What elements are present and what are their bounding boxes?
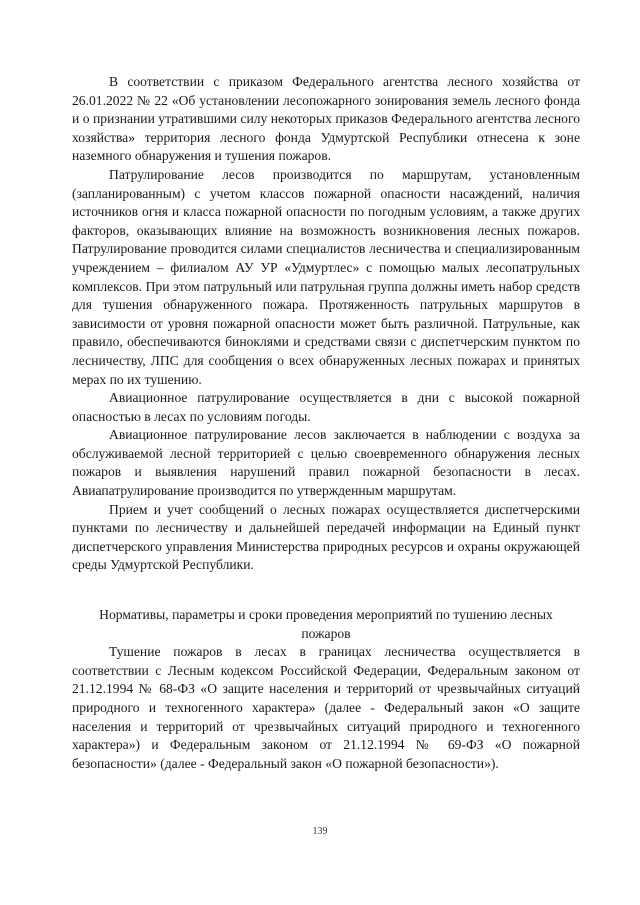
page-number: 139 — [312, 826, 328, 837]
paragraph-patrolling: Патрулирование лесов производится по маршрутам, установленным (запланированным) с учетом классов пожарной опасности насаждений, наличия источников огня и класса пожарной опасности по погодным условиям, а также других факторов, оказывающих влияние на возможность возникновения лесных пожаров. Патрулирование проводится силами специалистов лесничества и специализированным учреждением – филиалом АУ УР «Удмуртлес» с помощью малых лесопатрульных комплексов. При этом патрульный или патрульная группа должны иметь набор средств для тушения обнаруженного пожара. Протяженность патрульных маршрутов в зависимости от уровня пожарной опасности может быть различной. Патрульные, как правило, обеспечиваются биноклями и средствами связи с диспетчерским пунктом по лесничеству, ЛПС для сообщения о всех обнаруженных лесных пожарах и принятых мерах по их тушению. — [72, 166, 580, 387]
paragraph-fire-suppression-law: Тушение пожаров в лесах в границах лесничества осуществляется в соответствии с Лесным кодексом Российской Федерации, Федеральным законом от 21.12.1994 № 68-ФЗ «О защите населения и территорий от чрезвычайных ситуаций природного и техногенного характера» (далее - Федеральный закон «О защите населения и территорий от чрезвычайных ситуаций природного и техногенного характера») и Федеральным законом от 21.12.1994 № 69-ФЗ «О пожарной безопасности» (далее - Федеральный закон «О пожарной безопасности»). — [72, 644, 580, 771]
paragraph-fire-reports: Прием и учет сообщений о лесных пожарах осуществляется диспетчерскими пунктами по лесничеству и дальнейшей передачей информации на Единый пункт диспетчерского управления Министерства природных ресурсов и охраны окружающей среды Удмуртской Республики. — [72, 501, 580, 573]
paragraph-zoning-order: В соответствии с приказом Федерального агентства лесного хозяйства от 26.01.2022 № 22 «Об установлении лесопожарного зонирования земель лесного фонда и о признании утратившими силу некоторых приказов Федерального агентства лесного хозяйства» территория лесного фонда Удмуртской Республики отнесена к зоне наземного обнаружения и тушения пожаров. — [72, 74, 580, 164]
paragraph-aviation-patrolling: Авиационное патрулирование лесов заключается в наблюдении с воздуха за обслуживаемой лесной территорией с целью своевременного обнаружения лесных пожаров и выявления нарушений правил пожарной безопасности в лесах. Авиапатрулирование производится по утвержденным маршрутам. — [72, 427, 580, 499]
paragraph-aviation-days: Авиационное патрулирование осуществляется в дни с высокой пожарной опасностью в лесах по условиям погоды. — [72, 390, 580, 424]
section-heading: Нормативы, параметры и сроки проведения мероприятий по тушению лесных пожаров — [99, 607, 553, 641]
